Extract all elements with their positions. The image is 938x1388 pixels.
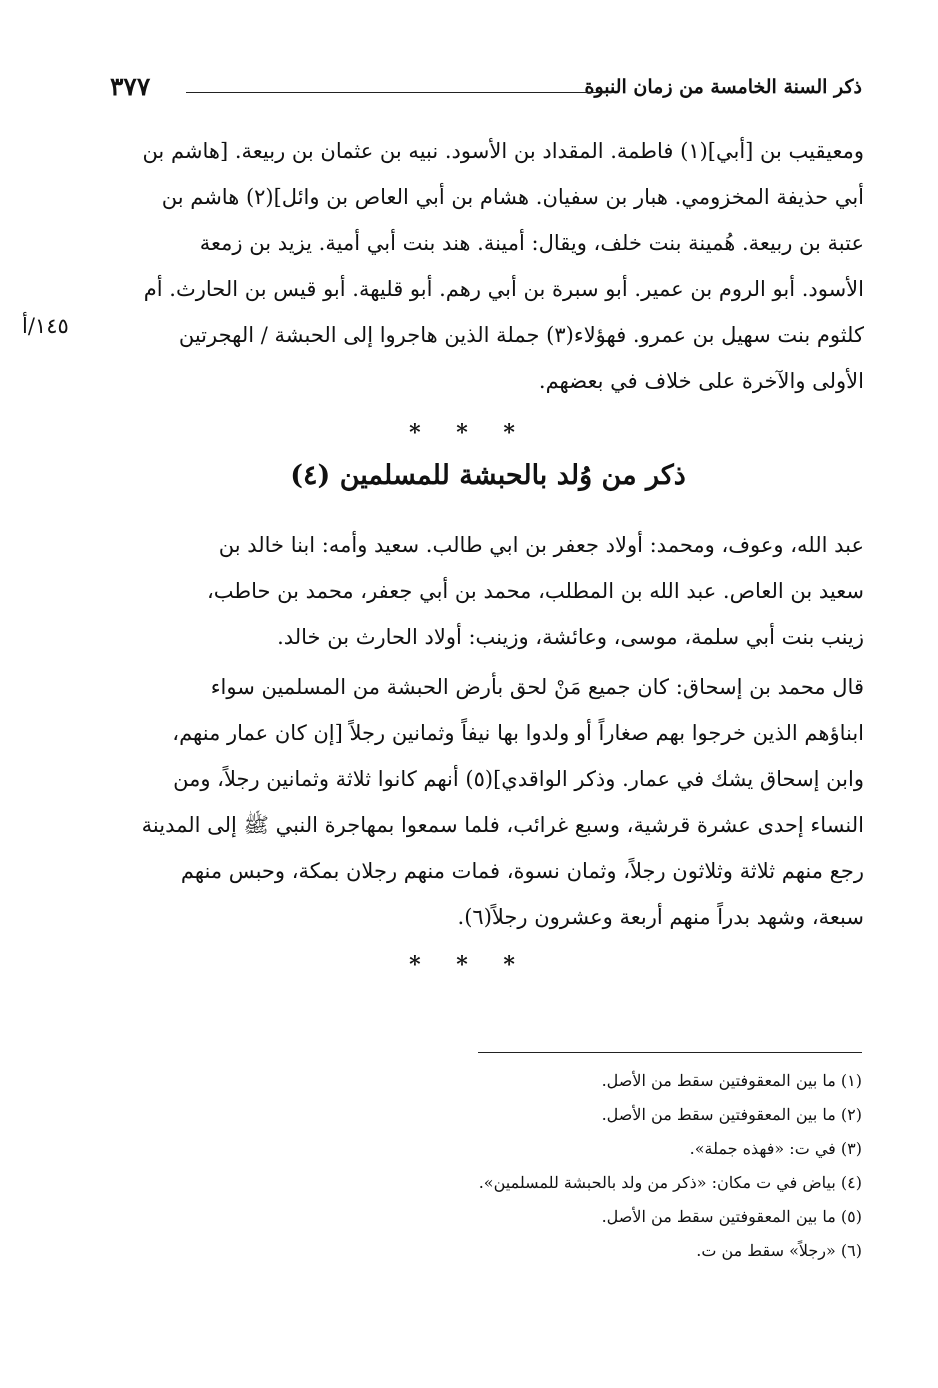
footnote: (٦) «رجلاً» سقط من ت. bbox=[696, 1241, 862, 1260]
section-separator: * * * bbox=[409, 420, 529, 446]
margin-folio-note: ١٤٥/أ bbox=[22, 314, 69, 338]
text-line: الأولى والآخرة على خلاف في بعضهم. bbox=[538, 369, 864, 393]
running-header bbox=[110, 72, 862, 112]
text-line: رجع منهم ثلاثة وثلاثون رجلاً، وثمان نسوة، فمات منهم رجلان بمكة، وحبس منهم bbox=[180, 859, 864, 883]
text-line: كلثوم بنت سهيل بن عمرو. فهؤلاء(٣) جملة الذين هاجروا إلى الحبشة / الهجرتين bbox=[178, 323, 864, 347]
paragraph-1 bbox=[112, 128, 864, 404]
footnote-rule bbox=[478, 1052, 862, 1053]
footnote: (٥) ما بين المعقوفتين سقط من الأصل. bbox=[601, 1207, 862, 1226]
section-separator-end: * * * bbox=[409, 952, 529, 978]
text-line: زينب بنت أبي سلمة، موسى، وعائشة، وزينب: أولاد الحارث بن خالد. bbox=[277, 625, 864, 649]
text-line: قال محمد بن إسحاق: كان جميع مَنْ لحق بأرض الحبشة من المسلمين سواء bbox=[210, 675, 864, 699]
header-rule bbox=[186, 92, 614, 93]
text-line: وابن إسحاق يشك في عمار. وذكر الواقدي](٥) أنهم كانوا ثلاثة وثمانين رجلاً، ومن bbox=[173, 767, 864, 791]
text-line: ابناؤهم الذين خرجوا بهم صغاراً أو ولدوا بها نيفاً وثمانين رجلاً [إن كان عمار منهم، bbox=[172, 721, 864, 745]
text-line: النساء إحدى عشرة قرشية، وسبع غرائب، فلما سمعوا بمهاجرة النبي ﷺ إلى المدينة bbox=[141, 813, 864, 837]
text-line: أبي حذيفة المخزومي. هبار بن سفيان. هشام بن أبي العاص بن وائل](٢) هاشم بن bbox=[161, 185, 864, 209]
footnote: (٣) في ت: «فهذه جملة». bbox=[689, 1139, 862, 1158]
section-heading: ذكر من وُلد بالحبشة للمسلمين (٤) bbox=[290, 460, 686, 491]
header-title: ذكر السنة الخامسة من زمان النبوة bbox=[584, 76, 862, 98]
text-line: سبعة، وشهد بدراً منهم أربعة وعشرون رجلاً(٦). bbox=[457, 905, 864, 929]
paragraph-2 bbox=[112, 522, 864, 660]
page-number: ٣٧٧ bbox=[110, 72, 151, 101]
paragraph-3 bbox=[112, 664, 864, 940]
footnote: (٢) ما بين المعقوفتين سقط من الأصل. bbox=[601, 1105, 862, 1124]
text-line: سعيد بن العاص. عبد الله بن المطلب، محمد بن أبي جعفر، محمد بن حاطب، bbox=[206, 579, 864, 603]
footnote: (١) ما بين المعقوفتين سقط من الأصل. bbox=[601, 1071, 862, 1090]
footnote: (٤) بياض في ت مكان: «ذكر من ولد بالحبشة للمسلمين». bbox=[478, 1173, 862, 1192]
text-line: ومعيقيب بن [أبي](١) فاطمة. المقداد بن الأسود. نبيه بن عثمان بن ربيعة. [هاشم بن bbox=[142, 139, 864, 163]
text-line: عتبة بن ربيعة. هُمينة بنت خلف، ويقال: أمينة. هند بنت أبي أمية. يزيد بن زمعة bbox=[199, 231, 864, 255]
text-line: عبد الله، وعوف، ومحمد: أولاد جعفر بن ابي طالب. سعيد وأمه: ابنا خالد بن bbox=[218, 533, 864, 557]
text-line: الأسود. أبو الروم بن عمير. أبو سبرة بن أبي رهم. أبو قليهة. أبو قيس بن الحارث. أم bbox=[143, 277, 864, 301]
footnotes bbox=[300, 1064, 862, 1268]
